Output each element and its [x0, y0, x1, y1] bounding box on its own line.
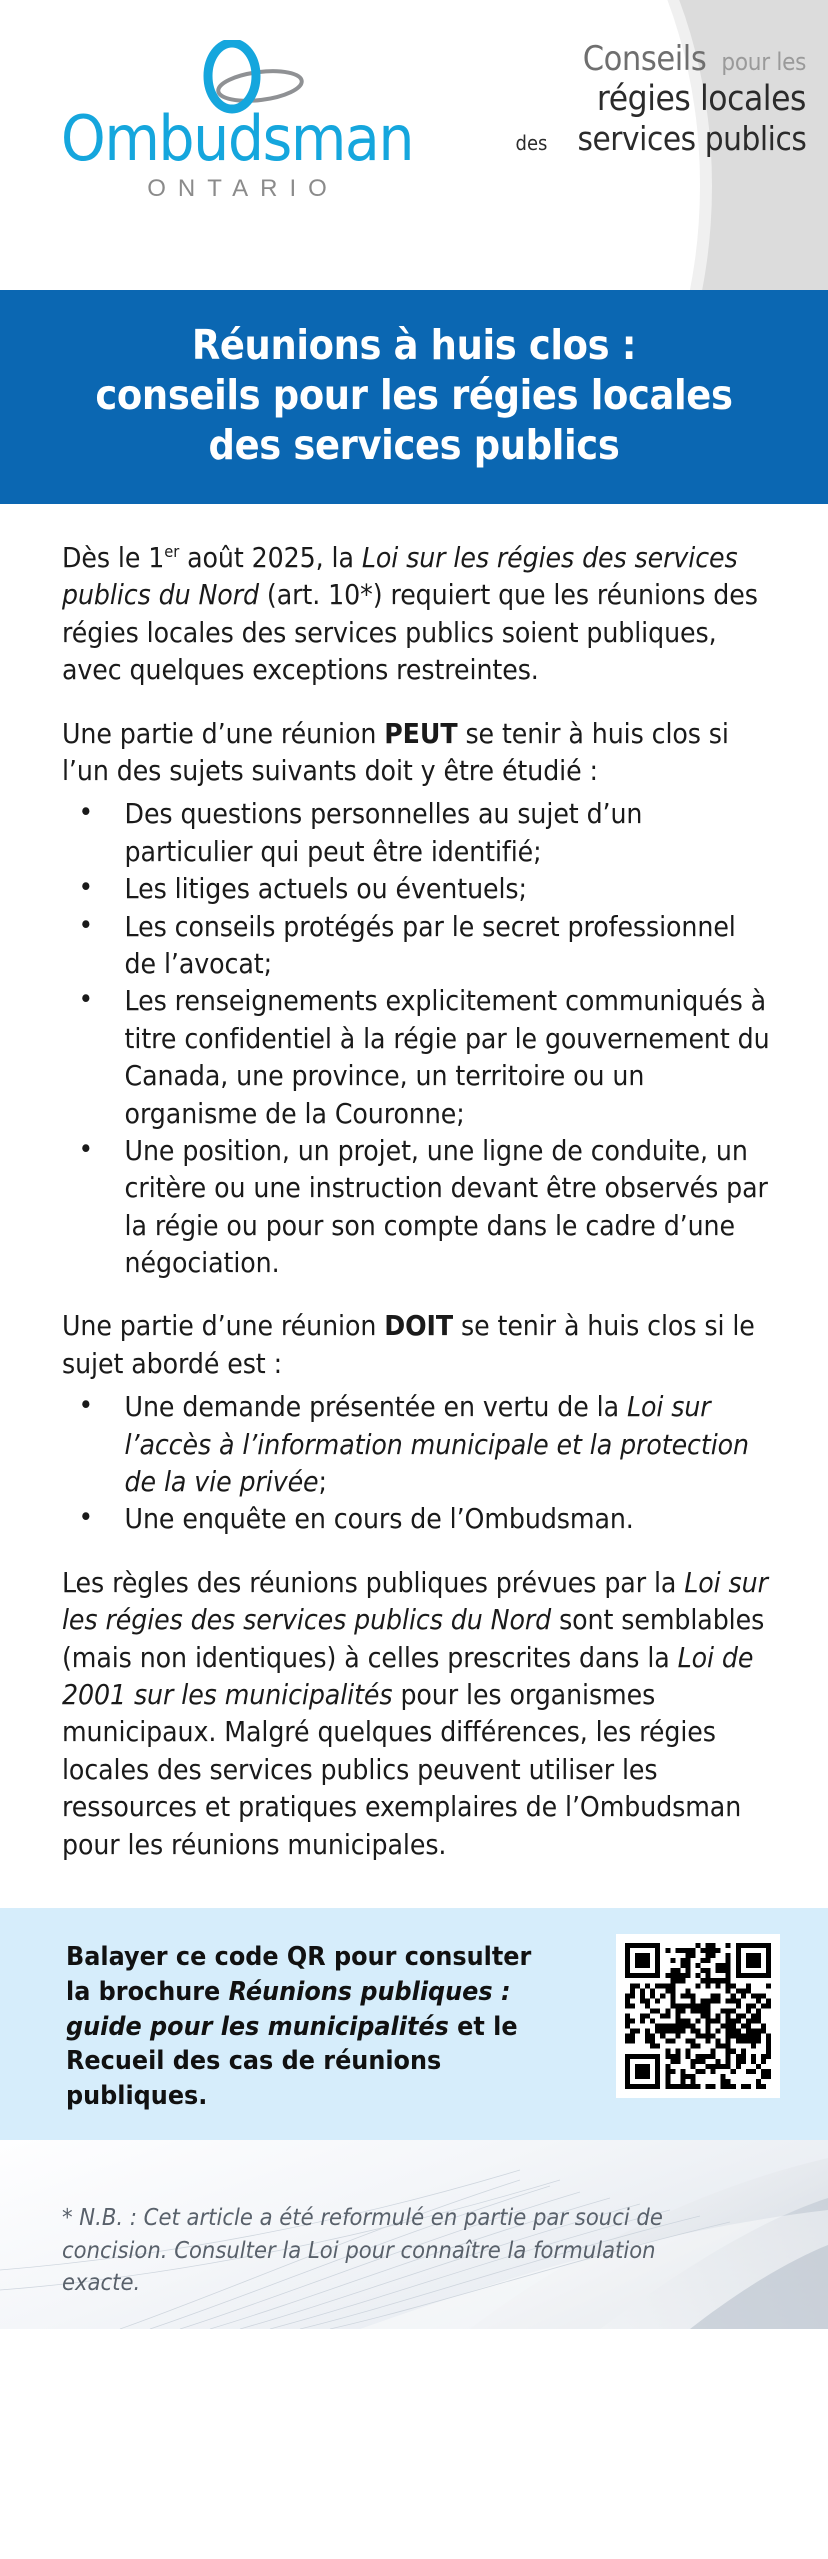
- may-lead-seg-2: se tenir à huis clos si l’un des sujets suivants doit y être étudié :: [62, 717, 729, 787]
- header-tagline: [406, 40, 806, 158]
- footer-note: * N.B. : Cet article a été reformulé en partie par souci de concision. Consulter la Loi pour connaître la formulation exacte.: [62, 2205, 663, 2297]
- tagline-des: des: [515, 131, 548, 156]
- must-bullet-list: [62, 1389, 771, 1539]
- intro-ordinal: er: [164, 541, 180, 561]
- must-lead-seg-2: se tenir à huis clos si le sujet abordé est :: [62, 1310, 755, 1380]
- ombudsman-ontario-logo: [22, 38, 452, 203]
- must-lead-paragraph: [62, 1308, 771, 1383]
- qr-text-brochure-title: Réunions publiques : guide pour les municipalités: [66, 1976, 511, 2042]
- tagline-line-2: régies locales: [596, 79, 806, 120]
- must-item-0-italic: Loi sur l’accès à l’information municipale et la protection de la vie privée: [124, 1391, 749, 1499]
- must-emphasis-doit: DOIT: [384, 1310, 454, 1343]
- must-item-0-seg-1: Une demande présentée en vertu de la: [124, 1391, 627, 1424]
- qr-callout-text: [66, 1934, 546, 2114]
- may-lead-paragraph: [62, 716, 771, 791]
- page-title-line-3: des services publics: [208, 421, 620, 470]
- title-banner: [0, 290, 828, 504]
- qr-callout-panel: [0, 1908, 828, 2140]
- qr-text-seg-2: et le Recueil des cas de réunions publiques.: [66, 2011, 518, 2112]
- intro-paragraph: [62, 540, 771, 690]
- tagline-pour-les: pour les: [721, 48, 806, 76]
- list-item: • Les litiges actuels ou éventuels;: [79, 871, 772, 908]
- closing-italic-2: Loi de 2001 sur les municipalités: [62, 1641, 754, 1711]
- closing-seg-2: sont semblables (mais non identiques) à celles prescrites dans la: [62, 1604, 765, 1674]
- closing-italic-1: Loi sur les régies des services publics du Nord: [62, 1566, 768, 1637]
- intro-seg-1: Dès le 1: [62, 542, 165, 575]
- logo-subtitle: ONTARIO: [147, 174, 339, 202]
- list-item: [79, 1389, 772, 1501]
- page-title-line-2: conseils pour les régies locales: [95, 371, 733, 420]
- must-lead-seg-1: Une partie d’une réunion: [62, 1310, 385, 1343]
- list-item: [79, 1501, 772, 1538]
- may-bullet-list: [62, 796, 771, 1282]
- closing-seg-3: pour les organismes municipaux. Malgré quelques différences, les régies locales des services publics peuvent utiliser les ressources et pratiques exemplaires de l’Ombudsman pour les réunions municipales.: [62, 1678, 742, 1861]
- page-header: [0, 0, 828, 290]
- may-lead-seg-1: Une partie d’une réunion: [62, 717, 385, 750]
- must-item-1-seg-1: Une enquête en cours de l’Ombudsman.: [124, 1503, 634, 1536]
- list-item: • Une position, un projet, une ligne de conduite, un critère ou une instruction devant être observés par la régie ou pour son compte dans le cadre d’une négociation.: [79, 1133, 772, 1283]
- tagline-conseils: Conseils: [583, 39, 707, 79]
- list-item: • Les conseils protégés par le secret professionnel de l’avocat;: [79, 909, 772, 984]
- page-title-line-1: Réunions à huis clos :: [191, 321, 637, 369]
- article-body: [0, 504, 828, 1900]
- qr-code[interactable]: [616, 1934, 780, 2098]
- qr-text-seg-1: Balayer ce code QR pour consulter la brochure: [66, 1941, 532, 2007]
- intro-seg-2: août 2025, la: [179, 542, 362, 575]
- tagline-services-publics: services publics: [577, 119, 806, 159]
- may-emphasis-peut: PEUT: [384, 717, 458, 750]
- page-title: [68, 320, 759, 470]
- tagline-line-1: [406, 40, 806, 78]
- logo-wordmark: Ombudsman: [60, 102, 414, 175]
- tagline-line-3: [406, 121, 806, 158]
- page-footer: [0, 2140, 828, 2329]
- intro-seg-3: (art. 10*) requiert que les réunions des régies locales des services publics soient publiques, avec quelques exceptions restreintes.: [62, 579, 758, 687]
- list-item: • Les renseignements explicitement communiqués à titre confidentiel à la régie par le gouvernement du Canada, une province, un territoire ou un organisme de la Couronne;: [79, 983, 772, 1133]
- must-item-0-seg-2: ;: [318, 1466, 327, 1499]
- closing-seg-1: Les règles des réunions publiques prévues par la: [62, 1566, 685, 1599]
- closing-paragraph: [62, 1565, 771, 1864]
- list-item: • Des questions personnelles au sujet d’un particulier qui peut être identifié;: [79, 796, 772, 871]
- intro-law-title: Loi sur les régies des services publics du Nord: [62, 542, 738, 612]
